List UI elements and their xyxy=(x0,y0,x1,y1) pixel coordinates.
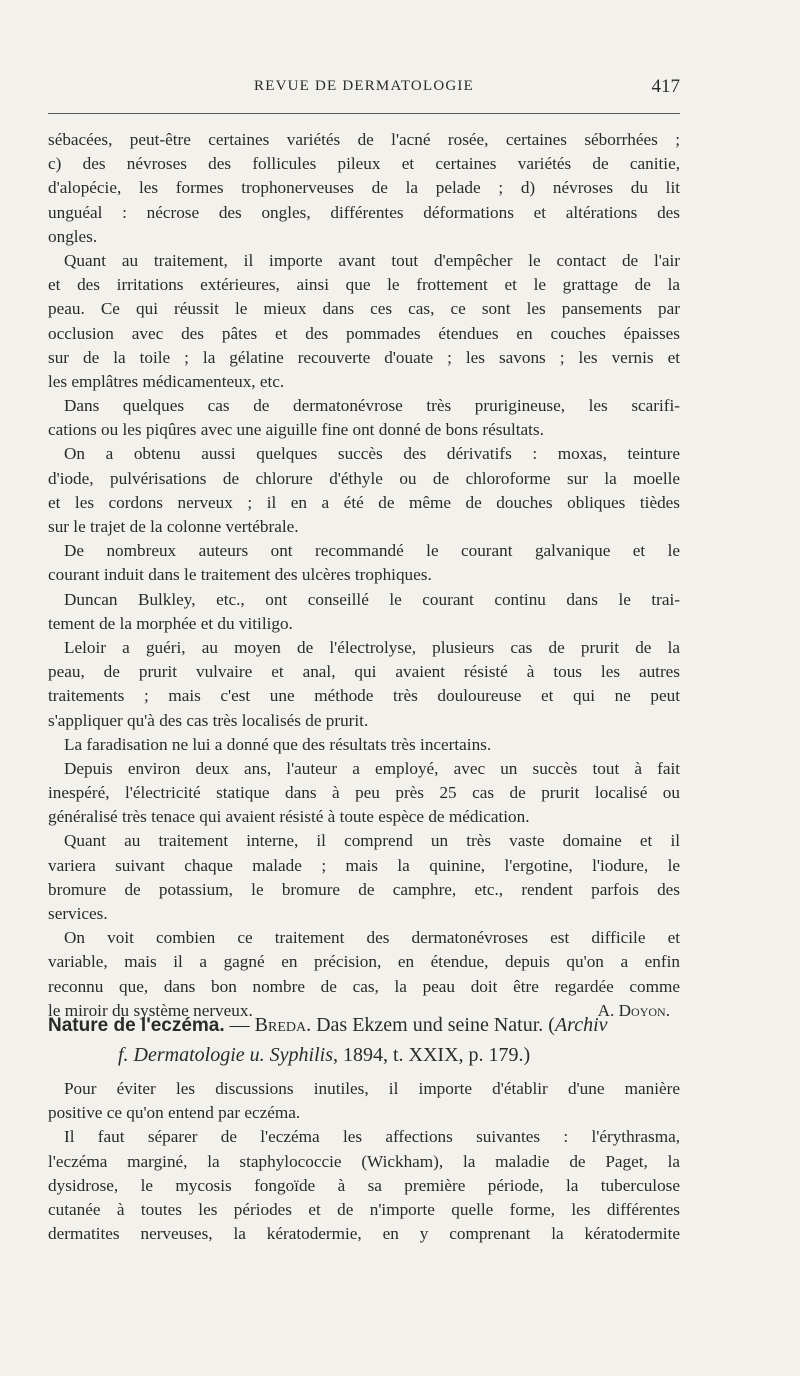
journal-name-b: f. Dermatologie u. Syphilis xyxy=(118,1044,333,1066)
citation-part-b: , 1894, t. XXIX, p. 179.) xyxy=(332,1044,531,1066)
text-line: cations ou les piqûres avec une aiguille fine ont donné de bons résultats. xyxy=(48,420,544,440)
running-head xyxy=(48,76,680,100)
text-line: sébacées, peut-être certaines variétés de l'acné rosée, certaines séborrhées ; xyxy=(48,130,680,149)
text-line: généralisé très tenace qui avaient résisté à toute espèce de médication. xyxy=(48,807,530,827)
article-title: Nature de l'eczéma. xyxy=(48,1015,225,1036)
text-line: les emplâtres médicamenteux, etc. xyxy=(48,371,285,391)
text-line: Il faut séparer de l'eczéma les affections suivantes : l'érythrasma, xyxy=(64,1127,680,1147)
page-number: 417 xyxy=(651,76,680,97)
text-line: De nombreux auteurs ont recommandé le courant galvanique et le xyxy=(64,541,680,561)
text-line: reconnu que, dans bon nombre de cas, la peau doit être regardée comme xyxy=(48,976,680,996)
text-line: Quant au traitement interne, il comprend un très vaste domaine et il xyxy=(64,831,680,851)
section-eczema xyxy=(48,1077,680,1246)
text-line: dysidrose, le mycosis fongoïde à sa première période, la tuberculose xyxy=(48,1175,680,1195)
text-line: variera suivant chaque malade ; mais la quinine, l'ergotine, l'iodure, le xyxy=(48,855,680,875)
text-line: sur le trajet de la colonne vertébrale. xyxy=(48,517,299,536)
text-line: peau. Ce qui réussit le mieux dans ces cas, ce sont les pansements par xyxy=(48,299,680,319)
text-line: La faradisation ne lui a donné que des résultats très incertains. xyxy=(64,734,492,754)
author-signature: A. Doyon. xyxy=(597,1000,670,1020)
heading-dash: — xyxy=(224,1014,255,1036)
text-line: Dans quelques cas de dermatonévrose très prurigineuse, les scarifi- xyxy=(64,396,680,416)
running-title: REVUE DE DERMATOLOGIE xyxy=(254,78,474,94)
text-line: positive ce qu'on entend par eczéma. xyxy=(48,1103,301,1123)
text-line: Quant au traitement, il importe avant tout d'empêcher le contact de l'air xyxy=(64,250,680,270)
text-line: Depuis environ deux ans, l'auteur a employé, avec un succès tout à fait xyxy=(64,758,680,778)
text-line: occlusion avec des pâtes et des pommades étendues en couches épaisses xyxy=(48,323,680,343)
text-line: services. xyxy=(48,904,108,923)
text-line: ongles. xyxy=(48,226,98,246)
text-line: le miroir du système nerveux. xyxy=(48,1000,253,1020)
text-line: inespéré, l'électricité statique dans à peu près 25 cas de prurit localisé ou xyxy=(48,783,680,803)
text-line: et les cordons nerveux ; il en a été de même de douches obliques tièdes xyxy=(48,492,680,512)
citation-part-a: Das Ekzem und seine Natur. ( xyxy=(311,1014,555,1036)
text-line: d'alopécie, les formes trophonerveuses de la pelade ; d) névroses du lit xyxy=(48,178,680,198)
text-line: Pour éviter les discussions inutiles, il importe d'établir d'une manière xyxy=(64,1079,680,1098)
article-heading-line-1 xyxy=(48,1010,680,1040)
text-line: dermatites nerveuses, la kératodermie, en y comprenant la kératodermite xyxy=(48,1224,680,1244)
text-line: c) des névroses des follicules pileux et certaines variétés de canitie, xyxy=(48,154,680,174)
text-line: s'appliquer qu'à des cas très localisés de prurit. xyxy=(48,710,369,730)
text-line: d'iode, pulvérisations de chlorure d'éthyle ou de chloroforme sur la moelle xyxy=(48,468,680,488)
article-author: Breda. xyxy=(254,1014,312,1036)
article-heading-line-2 xyxy=(48,1040,680,1070)
header-rule xyxy=(48,113,680,114)
journal-name-a: Archiv xyxy=(554,1014,608,1036)
text-line: bromure de potassium, le bromure de camphre, etc., rendent parfois des xyxy=(48,879,680,899)
text-line: variable, mais il a gagné en précision, en étendue, depuis qu'on a enfin xyxy=(48,952,680,972)
text-line: traitements ; mais c'est une méthode très douloureuse et qui ne peut xyxy=(48,686,680,706)
section-dermatonevroses xyxy=(48,128,680,1023)
text-line: l'eczéma marginé, la staphylococcie (Wickham), la maladie de Paget, la xyxy=(48,1151,680,1171)
text-line: et des irritations extérieures, ainsi que le frottement et le grattage de la xyxy=(48,275,680,295)
text-line: tement de la morphée et du vitiligo. xyxy=(48,613,293,633)
text-line: On a obtenu aussi quelques succès des dérivatifs : moxas, teinture xyxy=(64,444,680,464)
article-heading xyxy=(48,1010,680,1070)
text-line: peau, de prurit vulvaire et anal, qui avaient résisté à tous les autres xyxy=(48,662,680,682)
text-line: Leloir a guéri, au moyen de l'électrolyse, plusieurs cas de prurit de la xyxy=(64,637,680,657)
text-line: courant induit dans le traitement des ulcères trophiques. xyxy=(48,565,432,585)
text-line: sur de la toile ; la gélatine recouverte d'ouate ; les savons ; les vernis et xyxy=(48,347,680,367)
text-line: Duncan Bulkley, etc., ont conseillé le courant continu dans le trai- xyxy=(64,589,680,609)
text-line: unguéal : nécrose des ongles, différentes déformations et altérations des xyxy=(48,202,680,222)
text-line: On voit combien ce traitement des dermatonévroses est difficile et xyxy=(64,928,680,948)
text-line: cutanée à toutes les périodes et de n'importe quelle forme, les différentes xyxy=(48,1199,680,1219)
